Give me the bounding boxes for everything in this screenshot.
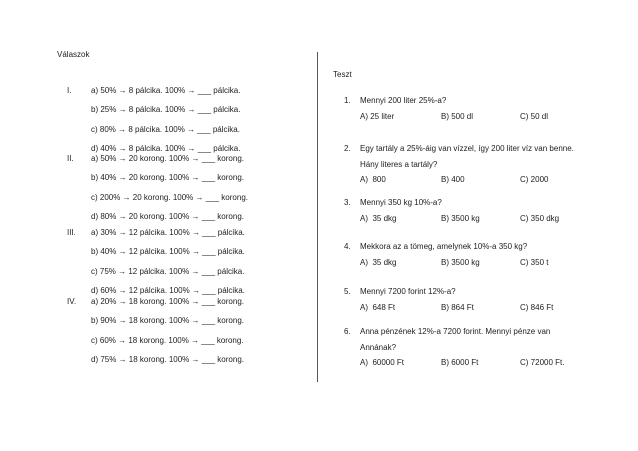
answer-text: c) 200% [91, 192, 123, 202]
question-text: Mennyi 7200 forint 12%-a? [360, 287, 456, 296]
answer-text: c) 60% [91, 335, 119, 345]
question-number: 3. [344, 198, 351, 207]
answer-text: ___ korong. [199, 335, 244, 345]
answer-line [91, 228, 245, 237]
answer-text: ___ korong. [199, 297, 244, 306]
section-numeral: II. [67, 154, 74, 163]
answer-text: b) 40% [91, 173, 119, 183]
answer-text: b) 25% [91, 105, 119, 115]
answer-option: B) 6000 Ft [441, 358, 479, 367]
question-text: Annának? [360, 342, 397, 352]
arrow-icon: → [187, 86, 196, 95]
answer-text: ___ pálcika. [199, 247, 245, 257]
arrow-icon: → [191, 266, 200, 276]
answer-text: d) 75% [91, 354, 119, 364]
answer-option: A) 648 Ft [360, 302, 396, 312]
answer-text: 18 korong. 100% [126, 335, 192, 345]
answer-text: ___ pálcika. [199, 285, 245, 295]
answer-option: C) 2000 [520, 175, 549, 184]
question-text: Anna pénzének 12%-a 7200 forint. Mennyi pénze van [360, 327, 551, 336]
answer-option: C) 50 dl [520, 111, 549, 121]
answer-text: ___ pálcika. [195, 86, 241, 95]
answer-line [91, 125, 240, 134]
answer-text: c) 80% [91, 124, 119, 134]
answer-text: a) 50% [91, 154, 119, 163]
answer-line [91, 212, 244, 221]
arrow-icon: → [191, 173, 200, 183]
answer-text: 18 korong. 100% [126, 316, 192, 326]
question-number: 4. [344, 242, 351, 251]
section-numeral: IV. [67, 297, 77, 306]
answer-text: ___ korong. [199, 154, 244, 163]
answer-option: B) 3500 kg [441, 257, 480, 267]
answer-line [91, 297, 244, 306]
question-number: 2. [344, 144, 351, 153]
arrow-icon: → [191, 228, 200, 237]
answer-text: ___ pálcika. [199, 266, 245, 276]
answer-text: ___ pálcika. [199, 228, 245, 237]
answer-text: d) 40% [91, 143, 119, 153]
answer-text: 18 korong. 100% [126, 297, 192, 306]
answer-line [91, 144, 240, 153]
arrow-icon: → [118, 154, 127, 163]
arrow-icon: → [118, 124, 127, 134]
answer-text: ___ korong. [199, 173, 244, 183]
answer-text: ___ korong. [203, 192, 248, 202]
answer-text: 12 pálcika. 100% [126, 285, 192, 295]
answer-line [91, 105, 240, 114]
arrow-icon: → [118, 143, 127, 153]
test-title: Teszt [333, 70, 352, 79]
answer-option: C) 350 t [520, 257, 549, 267]
answer-text: a) 30% [91, 228, 119, 237]
arrow-icon: → [118, 285, 127, 295]
arrow-icon: → [191, 285, 200, 295]
answer-option: A) 35 dkg [360, 257, 397, 267]
answer-text: 12 pálcika. 100% [126, 247, 192, 257]
answer-text: 8 pálcika. 100% [126, 86, 188, 95]
answer-option: A) 25 liter [360, 111, 395, 121]
arrow-icon: → [191, 335, 200, 345]
section-numeral: I. [67, 86, 72, 95]
answer-line [91, 267, 244, 276]
arrow-icon: → [187, 143, 196, 153]
answer-text: b) 90% [91, 316, 119, 326]
answer-text: 20 korong. 100% [126, 173, 192, 183]
arrow-icon: → [191, 211, 200, 221]
answer-text: ___ pálcika. [195, 124, 240, 134]
answer-option: B) 3500 kg [441, 213, 480, 223]
answer-line [91, 336, 244, 345]
question-number: 5. [344, 287, 351, 296]
answer-line [91, 193, 248, 202]
answer-text: 8 pálcika. 100% [126, 105, 188, 115]
arrow-icon: → [191, 354, 200, 364]
column-divider [317, 52, 318, 382]
arrow-icon: → [191, 247, 200, 257]
answer-option: C) 72000 Ft. [520, 358, 565, 367]
section-numeral: III. [67, 228, 76, 237]
answer-option: C) 350 dkg [520, 213, 560, 223]
answer-text: 18 korong. 100% [126, 354, 192, 364]
answer-line [91, 154, 244, 163]
arrow-icon: → [118, 228, 127, 237]
answer-line [91, 247, 245, 256]
answer-text: d) 60% [91, 285, 119, 295]
answer-option: A) 60000 Ft [360, 358, 405, 367]
answer-line [91, 86, 240, 95]
answer-text: d) 80% [91, 211, 119, 221]
answer-option: B) 864 Ft [441, 302, 474, 312]
answer-text: b) 40% [91, 247, 119, 257]
arrow-icon: → [191, 154, 200, 163]
question-number: 6. [344, 327, 351, 336]
answer-line [91, 173, 244, 182]
answer-text: 8 pálcika. 100% [126, 143, 188, 153]
arrow-icon: → [191, 297, 200, 306]
answer-line [91, 355, 244, 364]
arrow-icon: → [191, 316, 200, 326]
answer-option: C) 846 Ft [520, 302, 554, 312]
answer-option: A) 800 [360, 175, 386, 184]
arrow-icon: → [195, 192, 204, 202]
arrow-icon: → [118, 86, 127, 95]
arrow-icon: → [118, 105, 127, 115]
answer-text: ___ korong. [199, 211, 244, 221]
answer-text: 12 pálcika. 100% [126, 228, 192, 237]
arrow-icon: → [187, 105, 196, 115]
arrow-icon: → [118, 316, 127, 326]
question-number: 1. [344, 96, 351, 105]
answers-title: Válaszok [57, 50, 90, 59]
answer-text: a) 50% [91, 86, 119, 95]
answer-text: a) 20% [91, 297, 119, 306]
answer-option: B) 500 dl [441, 111, 474, 121]
arrow-icon: → [118, 266, 127, 276]
answer-option: A) 35 dkg [360, 213, 397, 223]
answer-text: 20 korong. 100% [126, 211, 192, 221]
answer-text: c) 75% [91, 266, 119, 276]
question-text: Egy tartály a 25%-áig van vízzel, így 200 liter víz van benne. [360, 144, 574, 153]
answer-text: 12 pálcika. 100% [126, 266, 192, 276]
arrow-icon: → [118, 354, 127, 364]
answer-line [91, 286, 245, 295]
answer-text: ___ korong. [199, 316, 244, 326]
arrow-icon: → [118, 297, 127, 306]
question-text: Mennyi 200 liter 25%-a? [360, 96, 447, 105]
answer-option: B) 400 [441, 175, 465, 184]
arrow-icon: → [118, 247, 127, 257]
answer-text: 20 korong. 100% [130, 192, 196, 202]
arrow-icon: → [118, 335, 127, 345]
question-text: Hány literes a tartály? [360, 159, 438, 169]
question-text: Mennyi 350 kg 10%-a? [360, 198, 442, 207]
answer-text: ___ pálcika. [195, 143, 241, 153]
answer-text: 8 pálcika. 100% [126, 124, 188, 134]
answer-text: ___ pálcika. [195, 105, 241, 115]
answer-line [91, 316, 244, 325]
answer-text: ___ korong. [199, 354, 244, 364]
arrow-icon: → [118, 173, 127, 183]
answer-text: 20 korong. 100% [126, 154, 192, 163]
question-text: Mekkora az a tömeg, amelynek 10%-a 350 kg? [360, 242, 528, 251]
arrow-icon: → [122, 192, 131, 202]
arrow-icon: → [118, 211, 127, 221]
arrow-icon: → [187, 124, 196, 134]
